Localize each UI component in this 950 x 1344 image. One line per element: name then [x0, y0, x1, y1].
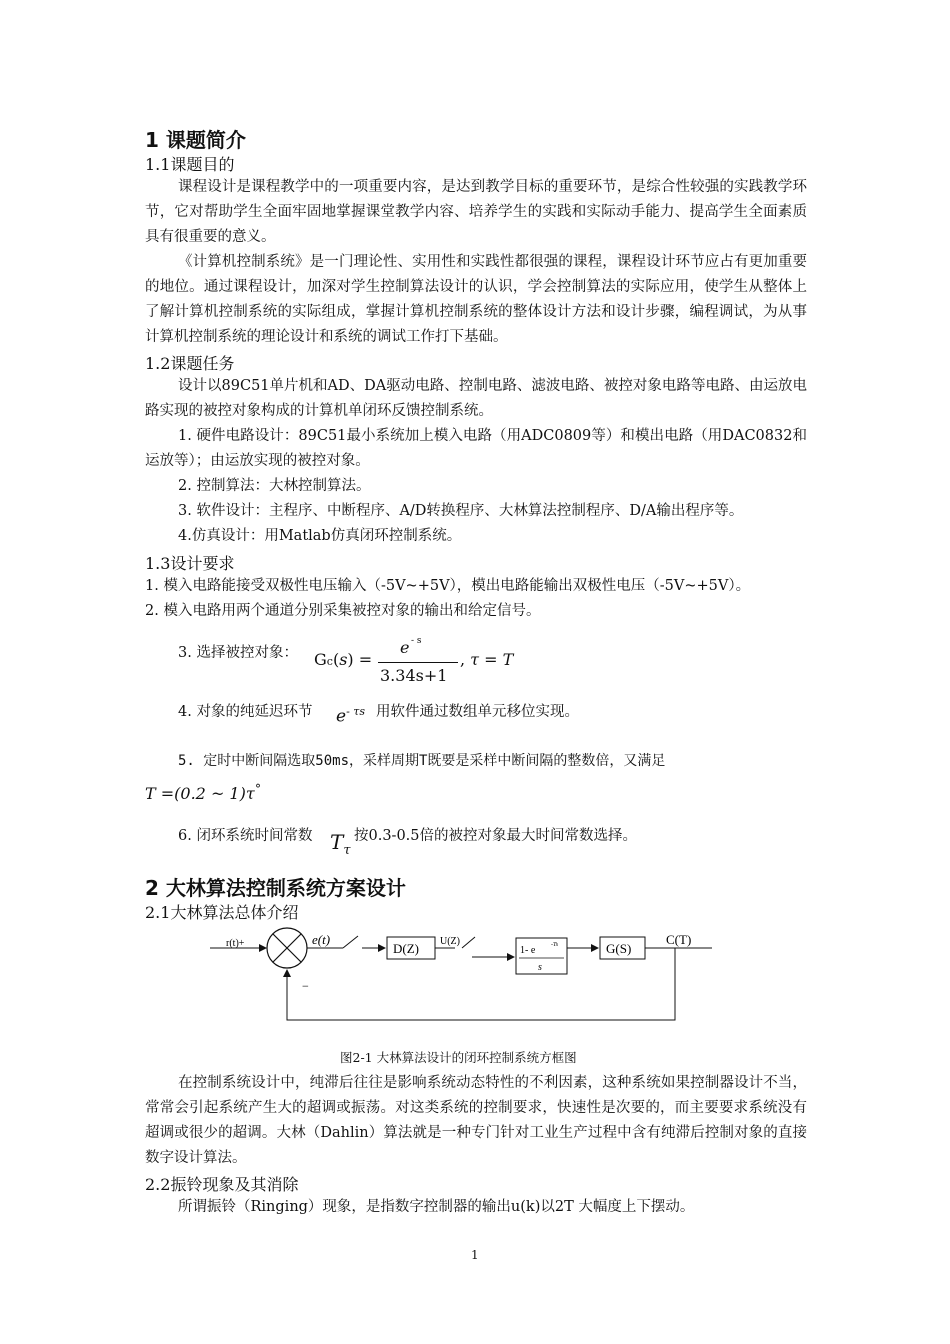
controller-label: D(Z) [393, 941, 419, 956]
paragraph-purpose-1: 课程设计是课程教学中的一项重要内容，是达到教学目标的重要环节，是综合性较强的实践教学环节，它对帮助学生全面牢固地掌握课堂教学内容、培养学生的实践和实际动手能力、提高学生全面素质具有很重要的意义。 [145, 179, 807, 245]
page-number: 1 [471, 1248, 479, 1262]
requirement-6-text: 6. 闭环系统时间常数 [178, 828, 313, 844]
requirement-4-text: 4. 对象的纯延迟环节 [178, 704, 313, 720]
control-output-label: U(Z) [440, 936, 460, 947]
subsection-2-1-title: 2.1大林算法总体介绍 [145, 903, 299, 922]
requirement-1: 1. 模入电路能接受双极性电压输入（-5V~+5V），模出电路能输出双极性电压（-5V~+5V）。 [145, 578, 751, 594]
paragraph-ringing: 所谓振铃（Ringing）现象，是指数字控制器的输出u(k)以2T 大幅度上下摆动。 [178, 1199, 695, 1215]
sampler-switch-2 [462, 937, 475, 948]
zoh-denominator: s [538, 962, 542, 973]
delay-term-formula: $e^{- \tau s}$ [336, 705, 366, 727]
transfer-function-formula: Gc(s) = e - s 3.34s+1 , τ = T [314, 636, 514, 685]
task-item-4: 4.仿真设计：用Matlab仿真闭环控制系统。 [178, 528, 462, 544]
error-signal-label: e(t) [312, 932, 331, 947]
subsection-2-2-title: 2.2振铃现象及其消除 [145, 1175, 299, 1194]
formula-denominator: 3.34s+1 [380, 666, 448, 685]
paragraph-task-intro: 设计以89C51单片机和AD、DA驱动电路、控制电路、滤波电路、被控对象电路等电路、由运放电路实现的被控对象构成的计算机单闭环反馈控制系统。 [145, 378, 807, 419]
system-output-label: C(T) [666, 932, 692, 947]
requirement-3-label: 3. 选择被控对象： [178, 645, 298, 661]
paragraph-dahlin-intro: 在控制系统设计中，纯滞后往往是影响系统动态特性的不利因素，这种系统如果控制器设计不当，常常会引起系统产生大的超调或振荡。对这类系统的控制要求，快速性是次要的，而主要要求系统没有超调或很少的超调。大林（Dahlin）算法就是一种专门针对工业生产过程中含有纯滞后控制对象的直接数字设计算法。 [145, 1075, 807, 1166]
document-page: 1 课题简介 1.1课题目的 课程设计是课程教学中的一项重要内容，是达到教学目标的重要环节，是综合性较强的实践教学环节，它对帮助学生全面牢固地掌握课堂教学内容、培养学生的实践和实际动手能力、提高学生全面素质具有很重要的意义。 《计算机控制系统》是一门理论性、实用性和实践性都很强的课程，课程设计环节应占有更加重要的地位。通过课程设计，加深对学生控制算法设计的认识，学会控制算法的实际应用，使学生从整体上了解计算机控制系统的实际组成，掌握计算机控制系统的整体设计方法和设计步骤，编程调试，为从事计算机控制系统的理论设计和系统的调试工作打下基础。 1.2课题任务 设计以89C51单片机和AD、DA驱动电路、控制电路、滤波电路、被控对象电路等电路、由运放电路实现的被控对象构成的计算机单闭环反馈控制系统。 1. 硬件电路设计：89C51最小系统加上模入电路（用ADC0809等）和模出电路（用DAC0832和运放等）；由运放实现的被控对象。 2. 控制算法：大林控制算法。 3. 软件设计：主程序、中断程序、A/D转换程序、大林算法控制程序、D/A输出程序等。 4.仿真设计：用Matlab仿真闭环控制系统。 1.3设计要求 1. 模入电路能接受双极性电压输入（-5V~+5V），模出电路能输出双极性电压（-5V~+5V）。 2. 模入电路用两个通道分别采集被控对象的输出和给定信号。 3. 选择被控对象： Gc(s) = e - s 3.34s+1 , τ = T 4. 对象的纯延迟环节 $e^{- \tau s}$ 用软件通过数组单元移位实现。 5. 定时中断间隔选取50ms，采样周期T既要是采样中断间隔的整数倍，又满足 T =(0.2 ~ 1)τ ° 6. 闭环系统时间常数 $T_\tau$ 按0.3-0.5倍的被控对象最大时间常数选择。 2 大林算法控制系统方案设计 2.1大林算法总体介绍 r(t)+ e(t) D(Z) U(Z) 1- e -Ts s G(S) C(T) − 图2-1 大林算法设计的闭环控制系统方框图 在控制系统设计中，纯滞后往往是影响系统动态特性的不利因素，这种系统如果控制器设计不当，常常会引起系统产生大的超调或振荡。对这类系统的控制要求，快速性是次要的，而主要要求系统没有超调或很少的超调。大林（Dahlin）算法就是一种专门针对工业生产过程中含有纯滞后控制对象的直接数字设计算法。 2.2振铃现象及其消除 所谓振铃（Ringing）现象，是指数字控制器的输出u(k)以2T 大幅度上下摆动。 1 [0, 0, 950, 1344]
plant-label: G(S) [606, 941, 632, 956]
sampling-period-formula: T =(0.2 ~ 1)τ [145, 784, 255, 803]
requirement-5-text: 5. 定时中断间隔选取50ms，采样周期T既要是采样中断间隔的整数倍，又满足 [178, 753, 666, 769]
section-1-title: 1 课题简介 [145, 128, 246, 152]
formula-numerator: e [400, 638, 410, 657]
zoh-numerator: 1- e [520, 945, 536, 956]
svg-text:-Ts: -Ts [551, 942, 559, 948]
sampler-switch-1 [343, 936, 358, 948]
requirement-2: 2. 模入电路用两个通道分别采集被控对象的输出和给定信号。 [145, 603, 541, 619]
subsection-1-2-title: 1.2课题任务 [145, 354, 235, 373]
figure-caption: 图2-1 大林算法设计的闭环控制系统方框图 [340, 1050, 577, 1065]
subsection-1-1-title: 1.1课题目的 [145, 155, 235, 174]
requirement-4-tail: 用软件通过数组单元移位实现。 [376, 704, 579, 720]
task-item-1: 1. 硬件电路设计：89C51最小系统加上模入电路（用ADC0809等）和模出电路（用DAC0832和运放等）；由运放实现的被控对象。 [145, 428, 807, 469]
reference-input-label: r(t)+ [226, 938, 245, 949]
time-constant-symbol: $T_\tau$ [330, 830, 351, 858]
requirement-6-tail: 按0.3-0.5倍的被控对象最大时间常数选择。 [354, 828, 638, 844]
negative-feedback-sign: − [302, 979, 309, 993]
subsection-1-3-title: 1.3设计要求 [145, 554, 235, 573]
section-2-title: 2 大林算法控制系统方案设计 [145, 876, 406, 900]
task-item-3: 3. 软件设计：主程序、中断程序、A/D转换程序、大林算法控制程序、D/A输出程序等。 [178, 503, 744, 519]
paragraph-purpose-2: 《计算机控制系统》是一门理论性、实用性和实践性都很强的课程，课程设计环节应占有更加重要的地位。通过课程设计，加深对学生控制算法设计的认识，学会控制算法的实际应用，使学生从整体上了解计算机控制系统的实际组成，掌握计算机控制系统的整体设计方法和设计步骤，编程调试，为从事计算机控制系统的理论设计和系统的调试工作打下基础。 [145, 254, 807, 345]
task-item-2: 2. 控制算法：大林控制算法。 [178, 478, 371, 494]
